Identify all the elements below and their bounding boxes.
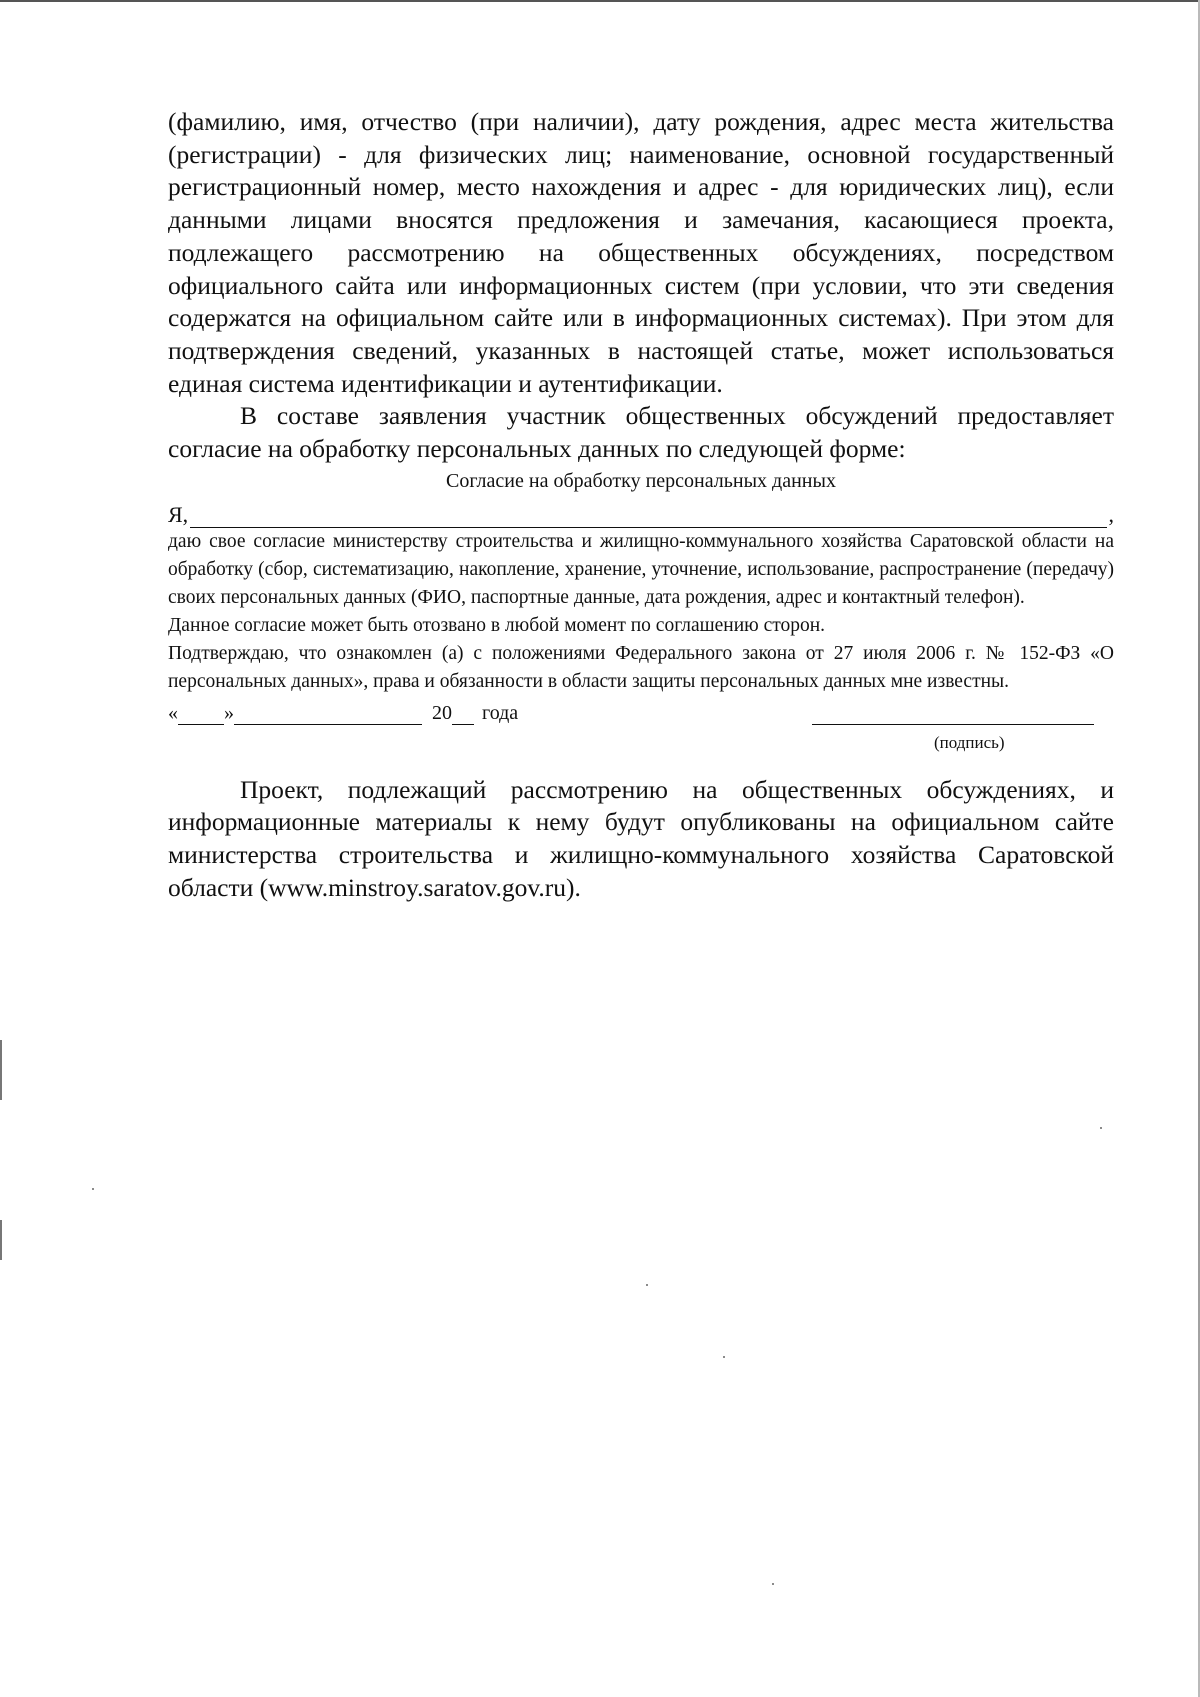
date-signature-row — [168, 700, 1114, 752]
name-fill-line — [168, 494, 1114, 528]
consent-body: даю свое согласие министерству строительства и жилищно-коммунального хозяйства Саратовской области на обработку (сбор, систематизацию, накопление, хранение, уточнение, использование, распространение (передачу) своих персональных данных (ФИО, паспортные данные, дата рождения, адрес и контактный телефон). — [168, 530, 1114, 608]
date-fill — [168, 702, 518, 725]
scan-speck — [1100, 1127, 1102, 1129]
signature-line — [812, 724, 1094, 725]
scan-top-edge — [0, 0, 1200, 2]
consent-form — [168, 468, 1114, 752]
ya-prefix: Я, — [168, 501, 189, 527]
scan-left-mark — [0, 1220, 2, 1260]
scan-speck — [92, 1188, 94, 1190]
ya-suffix: , — [1108, 501, 1114, 527]
scan-speck — [646, 1284, 648, 1286]
name-blank-field — [190, 501, 1106, 528]
consent-confirmation: Подтверждаю, что ознакомлен (а) с положениями Федерального закона от 27 июля 2006 г. № 152-ФЗ «О персональных данных», права и обязанности в области защиты персональных данных мне известны. — [168, 642, 1114, 692]
consent-form-title: Согласие на обработку персональных данных — [446, 469, 836, 492]
year-prefix: 20 — [432, 701, 452, 724]
paragraph-publication: Проект, подлежащий рассмотрению на общественных обсуждениях, и информационные материалы к нему будут опубликованы на официальном сайте министерства строительства и жилищно-коммунального хозяйства Саратовской области (www.minstroy.saratov.gov.ru). — [168, 774, 1114, 902]
scan-speck — [772, 1583, 774, 1585]
year-blank — [452, 704, 474, 725]
paragraph-consent-intro: В составе заявления участник общественных обсуждений предоставляет согласие на обработку персональных данных по следующей форме: — [168, 401, 1114, 464]
scan-left-mark — [0, 1040, 2, 1100]
year-suffix: года — [482, 701, 519, 724]
consent-revocation: Данное согласие может быть отозвано в любой момент по соглашению сторон. — [168, 614, 826, 636]
signature-caption: (подпись) — [934, 732, 1005, 752]
document-page — [168, 106, 1114, 905]
date-open-quote: « — [168, 701, 178, 724]
day-blank — [178, 704, 224, 725]
scan-speck — [723, 1356, 725, 1358]
date-close-quote: » — [224, 701, 234, 724]
paragraph-personal-data-fields: (фамилию, имя, отчество (при наличии), дату рождения, адрес места жительства (регистрации) - для физических лиц; наименование, основной государственный регистрационный номер, место нахождения и адрес - для юридических лиц), если данными лицами вносятся предложения и замечания, касающиеся проекта, подлежащего рассмотрению на общественных обсуждениях, посредством официального сайта или информационных систем (при условии, что эти сведения содержатся на официальном сайте или в информационных системах). При этом для подтверждения сведений, указанных в настоящей статье, может использоваться единая система идентификации и аутентификации. — [168, 107, 1114, 398]
month-blank — [234, 704, 422, 725]
